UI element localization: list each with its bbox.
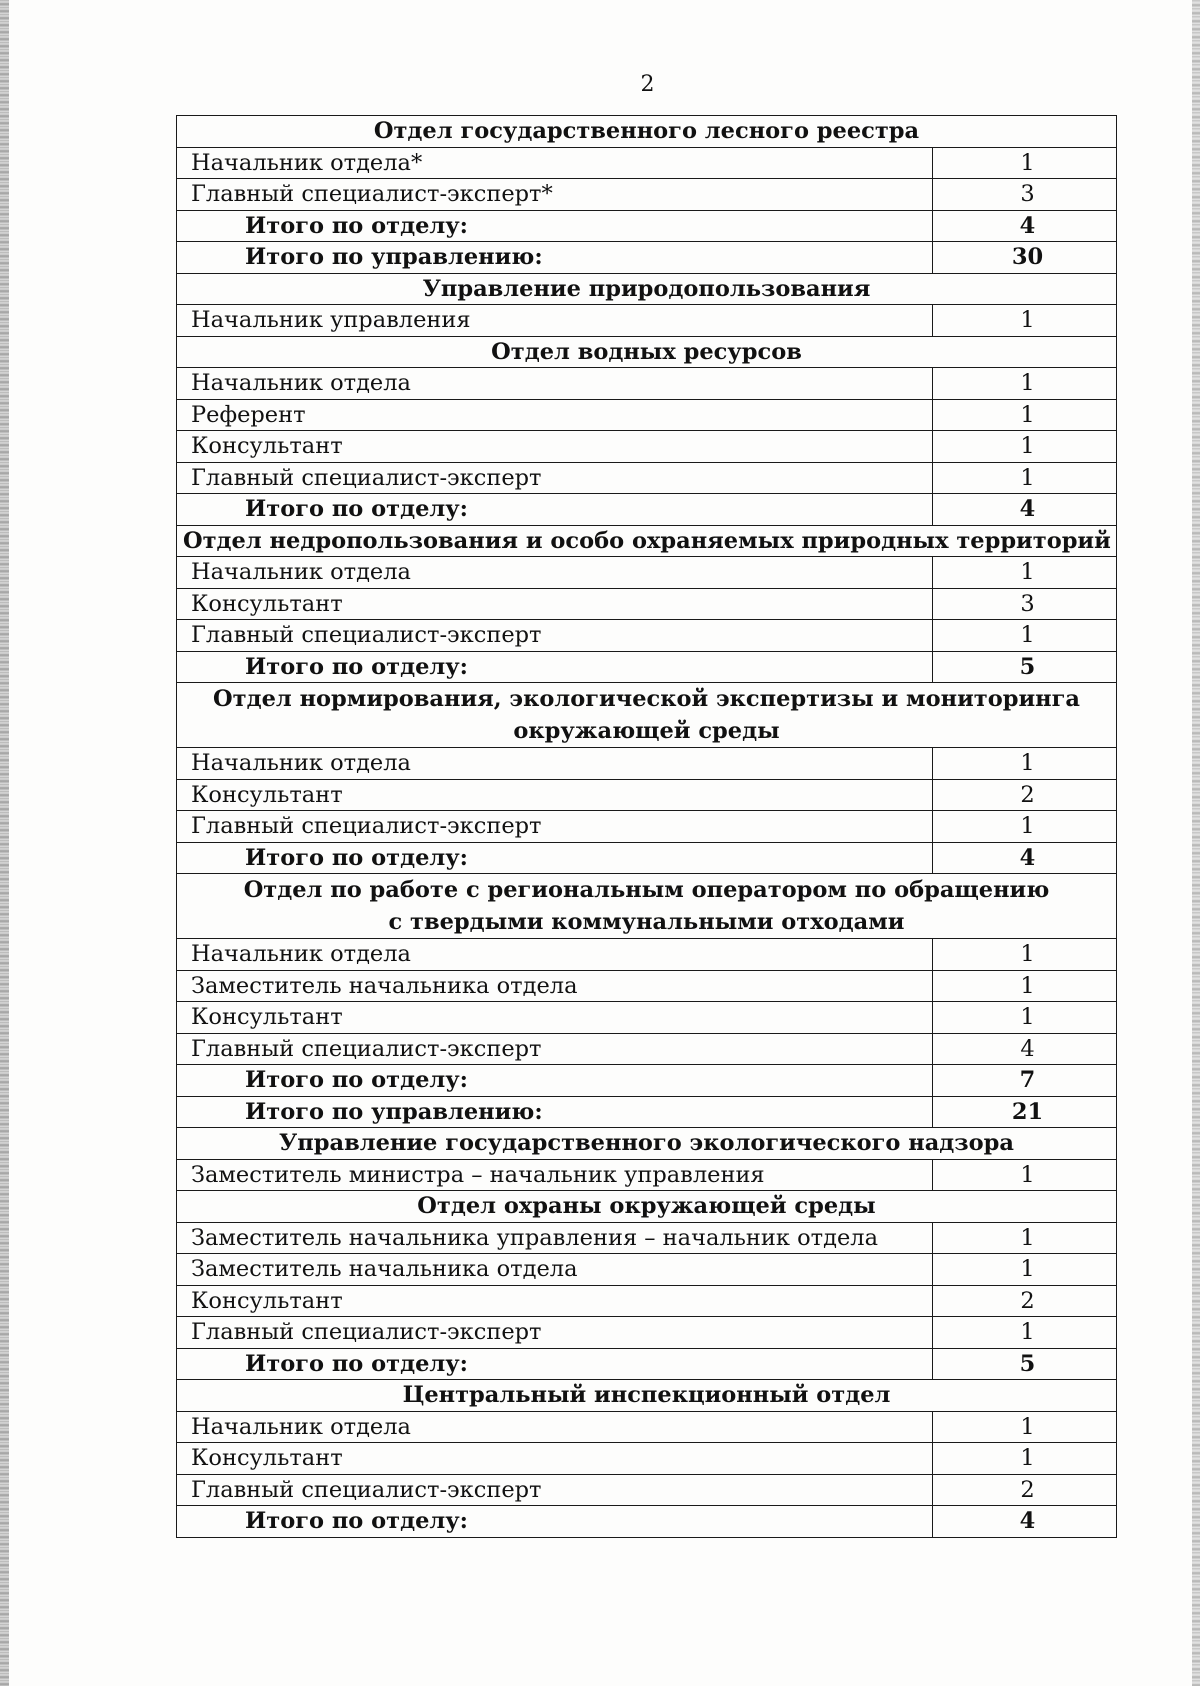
position-name: Главный специалист-эксперт* [177,179,933,211]
section-header-row [177,273,1117,305]
position-name: Начальник управления [177,305,933,337]
position-row [177,811,1117,843]
position-name: Консультант [177,1002,933,1034]
position-name: Главный специалист-эксперт [177,1474,933,1506]
position-name: Референт [177,399,933,431]
position-row [177,1443,1117,1475]
position-count: 2 [933,1285,1117,1317]
position-name: Заместитель начальника отдела [177,1254,933,1286]
position-count: 1 [933,939,1117,971]
total-count: 4 [933,494,1117,526]
position-row [177,368,1117,400]
total-count: 4 [933,210,1117,242]
section-title: Отдел водных ресурсов [177,336,1117,368]
position-row [177,1411,1117,1443]
position-name: Консультант [177,1443,933,1475]
position-row [177,399,1117,431]
position-name: Консультант [177,1285,933,1317]
position-name: Консультант [177,779,933,811]
section-title-line: Отдел нормирования, экологической экспертизы и мониторинга [213,686,1080,712]
position-row [177,939,1117,971]
position-count: 2 [933,779,1117,811]
total-label: Итого по отделу: [177,1348,933,1380]
position-name: Начальник отдела [177,939,933,971]
position-count: 1 [933,811,1117,843]
position-count: 1 [933,305,1117,337]
total-row [177,651,1117,683]
position-row [177,620,1117,652]
position-row [177,179,1117,211]
position-count: 1 [933,1222,1117,1254]
total-row [177,242,1117,274]
position-row [177,1254,1117,1286]
position-name: Главный специалист-эксперт [177,1317,933,1349]
position-row [177,557,1117,589]
total-row [177,1506,1117,1538]
total-count: 30 [933,242,1117,274]
total-count: 21 [933,1096,1117,1128]
section-header-row [177,683,1117,748]
position-count: 1 [933,970,1117,1002]
position-count: 4 [933,1033,1117,1065]
position-row [177,1474,1117,1506]
section-title-line: с твердыми коммунальными отходами [388,909,905,935]
position-count: 1 [933,1159,1117,1191]
total-label: Итого по отделу: [177,210,933,242]
total-count: 5 [933,651,1117,683]
total-label: Итого по отделу: [177,494,933,526]
position-count: 1 [933,399,1117,431]
position-count: 1 [933,1443,1117,1475]
position-count: 1 [933,462,1117,494]
position-count: 1 [933,431,1117,463]
section-title: Отдел охраны окружающей среды [177,1191,1117,1223]
section-header-row [177,525,1117,557]
total-row [177,842,1117,874]
position-name: Начальник отдела* [177,147,933,179]
position-row [177,748,1117,780]
section-header-row [177,336,1117,368]
total-label: Итого по отделу: [177,842,933,874]
position-row [177,305,1117,337]
position-count: 3 [933,179,1117,211]
position-count: 1 [933,368,1117,400]
staffing-table-body [177,116,1117,1538]
section-header-row [177,874,1117,939]
position-name: Консультант [177,588,933,620]
position-count: 1 [933,1254,1117,1286]
position-row [177,779,1117,811]
position-name: Консультант [177,431,933,463]
section-title: Управление природопользования [177,273,1117,305]
total-count: 5 [933,1348,1117,1380]
position-count: 3 [933,588,1117,620]
total-label: Итого по управлению: [177,1096,933,1128]
section-header-row [177,1380,1117,1412]
section-title: Отдел недропользования и особо охраняемых природных территорий [177,525,1117,557]
position-row [177,1285,1117,1317]
total-count: 4 [933,1506,1117,1538]
section-title: Центральный инспекционный отдел [177,1380,1117,1412]
section-title: Управление государственного экологического надзора [177,1128,1117,1160]
total-row [177,1348,1117,1380]
position-row [177,1002,1117,1034]
total-row [177,210,1117,242]
position-row [177,588,1117,620]
position-count: 1 [933,748,1117,780]
page-number: 2 [640,72,655,97]
position-row [177,1222,1117,1254]
position-row [177,431,1117,463]
position-name: Главный специалист-эксперт [177,1033,933,1065]
position-count: 2 [933,1474,1117,1506]
position-row [177,147,1117,179]
position-row [177,1159,1117,1191]
position-name: Заместитель министра – начальник управления [177,1159,933,1191]
total-count: 4 [933,842,1117,874]
section-header-row [177,1191,1117,1223]
position-count: 1 [933,1411,1117,1443]
position-count: 1 [933,620,1117,652]
position-count: 1 [933,1002,1117,1034]
position-row [177,1317,1117,1349]
total-label: Итого по отделу: [177,651,933,683]
position-name: Начальник отдела [177,557,933,589]
section-header-row [177,116,1117,148]
position-count: 1 [933,557,1117,589]
total-row [177,1096,1117,1128]
position-name: Главный специалист-эксперт [177,620,933,652]
position-row [177,462,1117,494]
scan-edge-right [1192,0,1200,1686]
position-name: Начальник отдела [177,1411,933,1443]
section-title: Отдел государственного лесного реестра [177,116,1117,148]
position-name: Заместитель начальника отдела [177,970,933,1002]
position-count: 1 [933,1317,1117,1349]
total-count: 7 [933,1065,1117,1097]
position-name: Начальник отдела [177,748,933,780]
section-title [177,683,1117,748]
section-header-row [177,1128,1117,1160]
position-name: Заместитель начальника управления – начальник отдела [177,1222,933,1254]
section-title-line: окружающей среды [513,718,780,744]
total-label: Итого по отделу: [177,1065,933,1097]
total-row [177,494,1117,526]
position-row [177,970,1117,1002]
total-label: Итого по отделу: [177,1506,933,1538]
position-name: Начальник отдела [177,368,933,400]
staffing-table [176,115,1117,1538]
position-name: Главный специалист-эксперт [177,462,933,494]
section-title-line: Отдел по работе с региональным оператором по обращению [243,877,1050,903]
position-name: Главный специалист-эксперт [177,811,933,843]
total-row [177,1065,1117,1097]
position-count: 1 [933,147,1117,179]
total-label: Итого по управлению: [177,242,933,274]
position-row [177,1033,1117,1065]
scan-edge-left [0,0,9,1686]
section-title [177,874,1117,939]
